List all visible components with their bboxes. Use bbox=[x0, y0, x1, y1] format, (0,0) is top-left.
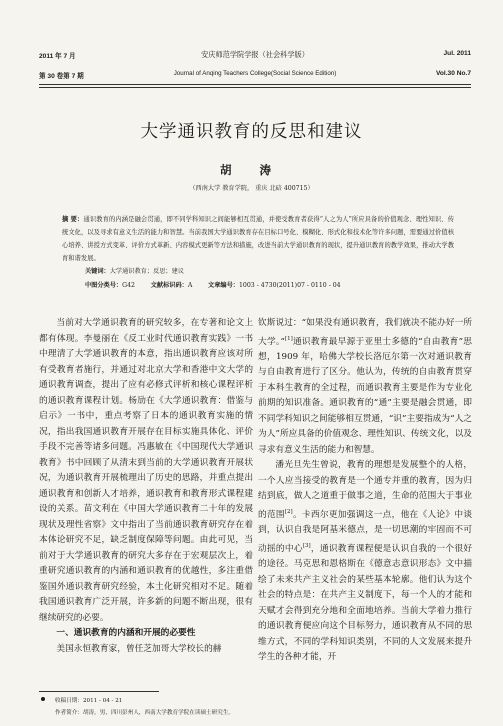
classification-line bbox=[85, 280, 341, 289]
footnote-rule bbox=[39, 691, 159, 692]
keywords bbox=[85, 266, 184, 275]
body-column-right bbox=[258, 316, 472, 666]
author-affiliation: （西南大学 教育学院， 重庆 北碚 400715） bbox=[189, 185, 314, 192]
issue-volume: 第 30 卷第 7 期 bbox=[39, 73, 84, 80]
clc-label: 中图分类号： bbox=[85, 282, 123, 289]
citation: [2] bbox=[284, 508, 293, 515]
clc-value: G42 bbox=[122, 282, 135, 289]
article-id-value: 1003 - 4730(2011)07 - 0110 - 04 bbox=[238, 282, 341, 289]
citation: [3] bbox=[302, 542, 311, 549]
received-date: 收稿日期：2011 - 04 - 21 bbox=[55, 698, 123, 704]
running-header bbox=[39, 50, 471, 86]
body-paragraph: 当前对大学通识教育的研究较多，在专著和论文上都有体现。李曼丽在《反工业时代通识教育实践》一书中理清了大学通识教育的本意，指出通识教育应该对所有受教育者施行，并通过对北京大学和香港中文大学的通识教育调查，提出了应有必修式评析和核心课程评析的通识教育课程计划。杨劢在《大学通识教育：借鉴与启示》一书中，重点考察了日本的通识教育实施的情况，指出我国通识教育开展存在目标实施具体化、评价手段不完善等诸多问题。冯惠敏在《中国现代大学通识教育》书中回顾了从清末到当前的大学通识教育开展状况，为通识教育开展梳理出了历史的思路，并重点提出通识教育和创新人才培养，通识教育和教育形式课程建设的关系。苗文利在《中国大学通识教育二十年的发展现状及理性省察》文中指出了当前通识教育研究存在着本体论研究不足，缺乏制度保障等问题。由此可见，当前对于大学通识教育的研究大多存在于宏观层次上，着重研究通识教育的内涵和通识教育的优越性，多注重借鉴国外通识教育研究经验，本土化研究相对不足。随着我国通识教育广泛开展，许多新的问题不断出现，很有继续研究的必要。 bbox=[39, 318, 253, 623]
keywords-text: 大学通识教育；反思；建议 bbox=[109, 268, 184, 275]
issue-volume-en: Vol.30 No.7 bbox=[435, 70, 471, 77]
journal-name-cn: 安庆师范学院学报（社会科学版） bbox=[201, 50, 309, 59]
abstract bbox=[62, 213, 454, 265]
body-paragraph: 美国永恒教育家，曾任芝加哥大学校长的赫 bbox=[56, 643, 222, 654]
citation: [1] bbox=[284, 335, 293, 342]
article-id-label: 文章编号： bbox=[208, 282, 239, 289]
abstract-label: 摘 要： bbox=[62, 216, 84, 223]
header-rule-thin bbox=[39, 87, 471, 88]
keywords-label: 关键词： bbox=[85, 268, 110, 275]
body-paragraph: 潘光旦先生曾说，教育的理想是发展整个的人格，一个人应当接受的教育是一个通专并重的教育，因为归结到底，做人之道重于做事之道，生命的范围大于事业的范围[2]。卡西尔更加强调这一点，他在《人论》中谈到，认识自我是阿基米德点，是一切思潮的牢固而不可动摇的中心[3]，通识教育课程便是认识自我的一个很好的途径。马克思和恩格斯在《德意志意识形态》文中描绘了未来共产主义社会的某些基本轮廓。他们认为这个社会的特点是：在共产主义制度下，每一个人的才能和天赋才会得到充分地和全面地培养。当前大学着力推行的通识教育便应向这个目标努力，通识教育从不同的思维方式，不同的学科知识类别，不同的人文发展来提升学生的各种才能，开 bbox=[258, 460, 473, 663]
doc-code-label: 文献标识码： bbox=[150, 282, 188, 289]
section-heading: 一、通识教育的内涵和开展的必要性 bbox=[56, 628, 196, 638]
article-author: 胡 涛 bbox=[219, 163, 283, 177]
doc-code-value: A bbox=[187, 282, 193, 289]
journal-name-en: Journal of Anqing Teachers College(Social Science Edition) bbox=[173, 70, 337, 77]
article-title: 大学通识教育的反思和建议 bbox=[140, 122, 363, 142]
issue-date: 2011 年 7 月 bbox=[39, 53, 76, 60]
body-paragraph: 钦斯说过：“如果没有通识教育，我们就决不能办好一所大学。”[1]通识教育最早源于亚里士多德的“自由教育”思想，1909 年，哈佛大学校长洛厄尔第一次对通识教育与自由教育进行了区分。他认为，传统的自由教育贯穿于本科生教育的全过程，而通识教育主要是作为专业化前期的知识准备。通识教育的“通”主要是融会贯通，即不同学科知识之间能够相互贯通，“识”主要指成为“人之为人”所应具备的价值观念、理性知识、传统文化，以及寻求有意义生活的能力和智慧。 bbox=[258, 318, 472, 455]
abstract-text: 通识教育的内涵是融会贯通，即不同学科知识之间能够相互贯通，并使受教育者获得“人之为人”所应具备的价值观念、理性知识、传统文化，以及寻求有意义生活的能力和智慧。当前我国大学通识教育存在目标口号化、模糊化、形式化和技术化等许多问题，需要通过价值核心培养、讲授方式变革、评价方式革新、内容模式更新等方法和措施，改进当前大学通识教育的现状，提升通识教育的教学效果，推动大学教育和谐发展。 bbox=[62, 216, 454, 263]
header-rule-thick bbox=[39, 84, 471, 85]
footnote-bullet-icon bbox=[41, 697, 45, 701]
author-bio: 作者简介：胡涛，男，四川彭州人，西南大学教育学院在读硕士研究生。 bbox=[55, 710, 235, 716]
body-column-left bbox=[39, 316, 253, 657]
issue-date-en: Jul. 2011 bbox=[443, 50, 471, 57]
